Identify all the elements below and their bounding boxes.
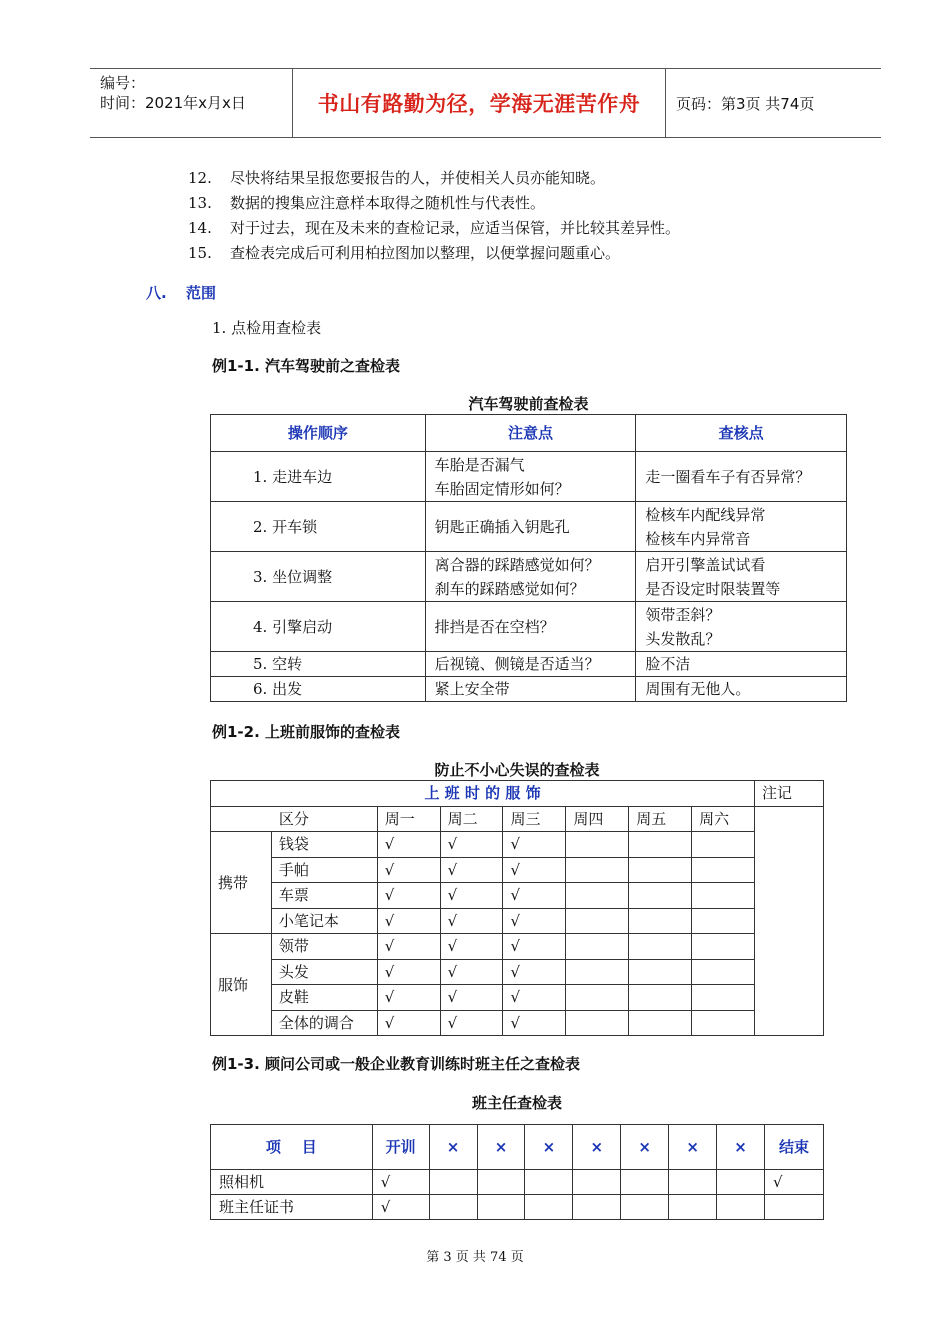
text-span: 头发散乱？ xyxy=(645,629,721,648)
table-cell xyxy=(573,1170,621,1195)
table-cell: 紧上安全带 xyxy=(425,677,636,702)
table-row xyxy=(211,832,824,858)
table-cell xyxy=(629,908,692,934)
text-span: 数据的搜集应注意样本取得之随机性与代表性。 xyxy=(230,194,546,212)
table-cell: 皮鞋 xyxy=(271,985,377,1011)
table-cell: 周围有无他人。 xyxy=(636,677,847,702)
table-row xyxy=(211,502,847,552)
table-cell xyxy=(566,883,629,909)
table-row xyxy=(211,934,824,960)
table-cell: 周二 xyxy=(440,806,503,832)
motto: 书山有路勤为径，学海无涯苦作舟 xyxy=(317,92,641,116)
table-cell xyxy=(629,1010,692,1036)
table-cell: √ xyxy=(377,934,440,960)
list-item xyxy=(188,243,680,268)
table-cell: 后视镜、侧镜是否适当？ xyxy=(425,652,636,677)
table-cell xyxy=(621,1170,669,1195)
header-page-cell xyxy=(666,69,881,137)
text-span: 14. xyxy=(188,219,212,237)
text-span: 排挡是否在空档？ xyxy=(434,617,555,636)
instructor-checklist-table xyxy=(210,1124,824,1220)
table-cell xyxy=(692,959,755,985)
table-cell xyxy=(669,1170,717,1195)
table-cell xyxy=(692,832,755,858)
text-span: 钥匙正确插入钥匙孔 xyxy=(434,517,570,536)
table-row xyxy=(211,1010,824,1036)
section-heading xyxy=(146,282,216,303)
table-cell: × xyxy=(573,1125,621,1170)
table-cell xyxy=(636,452,847,502)
table-cell xyxy=(429,1170,477,1195)
table-cell: √ xyxy=(440,985,503,1011)
table-row xyxy=(211,857,824,883)
table-row xyxy=(211,677,847,702)
table-cell: 项 目 xyxy=(211,1125,373,1170)
text-span: 领带歪斜？ xyxy=(645,605,721,624)
table-row xyxy=(211,883,824,909)
table-cell: 周三 xyxy=(503,806,566,832)
table-cell: √ xyxy=(377,908,440,934)
table-cell xyxy=(636,552,847,602)
table-cell xyxy=(621,1195,669,1220)
table-cell xyxy=(425,602,636,652)
header-cell: 查核点 xyxy=(636,415,847,452)
list-item xyxy=(188,168,680,193)
table-cell: × xyxy=(525,1125,573,1170)
example1-label: 例1-1. 汽车驾驶前之查检表 xyxy=(212,357,401,375)
table-row xyxy=(211,652,847,677)
group-label: 携带 xyxy=(211,832,272,934)
remark-column xyxy=(755,806,824,1036)
text-span: 是否设定时限装置等 xyxy=(645,579,781,598)
table-cell: √ xyxy=(377,857,440,883)
numbered-list xyxy=(188,168,680,268)
table-cell xyxy=(566,1010,629,1036)
remark-header: 注记 xyxy=(755,781,824,807)
text-span: 查检表完成后可利用柏拉图加以整理，以便掌握问题重心。 xyxy=(230,244,621,262)
list-item xyxy=(188,218,680,243)
table-cell xyxy=(566,985,629,1011)
sub-item: 1. 点检用查检表 xyxy=(212,319,322,337)
text-span: 检核车内配线异常 xyxy=(645,505,766,524)
table-cell: 全体的调合 xyxy=(271,1010,377,1036)
table-cell xyxy=(692,1010,755,1036)
table-cell xyxy=(566,908,629,934)
table-cell: √ xyxy=(440,857,503,883)
table-cell xyxy=(629,832,692,858)
list-item xyxy=(188,193,680,218)
table-cell xyxy=(566,934,629,960)
table-cell: √ xyxy=(440,1010,503,1036)
example3-title: 班主任查检表 xyxy=(471,1094,562,1112)
table-row xyxy=(211,1195,824,1220)
table-cell: √ xyxy=(440,934,503,960)
table-cell xyxy=(636,502,847,552)
table-cell xyxy=(525,1170,573,1195)
table-cell: 车票 xyxy=(271,883,377,909)
table-cell: 周一 xyxy=(377,806,440,832)
table-cell xyxy=(692,985,755,1011)
table-cell xyxy=(669,1195,717,1220)
table-cell xyxy=(429,1195,477,1220)
table-cell: √ xyxy=(764,1170,823,1195)
table-header-row xyxy=(211,1125,824,1170)
table-cell: 5. 空转 xyxy=(211,652,426,677)
text-span: 12. xyxy=(188,169,212,187)
table-cell: √ xyxy=(377,883,440,909)
table-cell: √ xyxy=(377,985,440,1011)
table-cell xyxy=(692,883,755,909)
table-cell: √ xyxy=(503,934,566,960)
page-footer: 第 3 页 共 74 页 xyxy=(426,1250,524,1265)
table-cell: 2. 开车锁 xyxy=(211,502,426,552)
table-row xyxy=(211,452,847,502)
table-cell: √ xyxy=(377,832,440,858)
table-cell xyxy=(477,1195,525,1220)
example2-title: 防止不小心失误的查检表 xyxy=(434,761,600,779)
table-row xyxy=(211,959,824,985)
text-span: 车胎固定情形如何？ xyxy=(434,479,570,498)
table-cell xyxy=(425,552,636,602)
table-cell: 领带 xyxy=(271,934,377,960)
table-cell xyxy=(477,1170,525,1195)
category-header: 区分 xyxy=(211,806,378,832)
table-cell xyxy=(692,857,755,883)
table-cell: 周六 xyxy=(692,806,755,832)
header-cell: 操作顺序 xyxy=(211,415,426,452)
document-header xyxy=(90,68,881,138)
table-cell: √ xyxy=(372,1195,429,1220)
table-cell: 周四 xyxy=(566,806,629,832)
text-span: 范围 xyxy=(186,284,217,302)
table-header-row xyxy=(211,806,824,832)
table-cell: 开训 xyxy=(372,1125,429,1170)
table-cell xyxy=(566,959,629,985)
table-cell xyxy=(425,452,636,502)
table-cell: √ xyxy=(440,959,503,985)
table-row xyxy=(211,552,847,602)
table-cell: 头发 xyxy=(271,959,377,985)
example1-title: 汽车驾驶前查检表 xyxy=(468,395,589,413)
table-cell xyxy=(692,908,755,934)
table-cell xyxy=(629,959,692,985)
text-span: 刹车的踩踏感觉如何？ xyxy=(434,579,585,598)
table-header-row xyxy=(211,415,847,452)
table-cell: 手帕 xyxy=(271,857,377,883)
header-motto-cell xyxy=(293,69,666,137)
example2-label: 例1-2. 上班前服饰的查检表 xyxy=(212,723,401,741)
table-cell: √ xyxy=(440,832,503,858)
banner-cell: 上 班 时 的 服 饰 xyxy=(211,781,755,807)
table-row xyxy=(211,985,824,1011)
table-cell: 结束 xyxy=(764,1125,823,1170)
table-cell xyxy=(425,502,636,552)
example3-label: 例1-3. 顾问公司或一般企业教育训练时班主任之查检表 xyxy=(212,1055,581,1073)
table-cell xyxy=(764,1195,823,1220)
table-cell: √ xyxy=(503,959,566,985)
table-cell: × xyxy=(669,1125,717,1170)
table-cell: 照相机 xyxy=(211,1170,373,1195)
text-span: 尽快将结果呈报您要报告的人，并使相关人员亦能知晓。 xyxy=(230,169,606,187)
table-cell: √ xyxy=(503,857,566,883)
attire-checklist-table xyxy=(210,780,824,1036)
table-cell xyxy=(525,1195,573,1220)
table-cell: √ xyxy=(440,883,503,909)
table-cell: 4. 引擎启动 xyxy=(211,602,426,652)
table-cell xyxy=(717,1170,765,1195)
table-cell xyxy=(566,857,629,883)
table-cell: × xyxy=(477,1125,525,1170)
table-cell: × xyxy=(717,1125,765,1170)
table-cell: √ xyxy=(372,1170,429,1195)
table-cell: √ xyxy=(503,908,566,934)
table-cell: 班主任证书 xyxy=(211,1195,373,1220)
table-cell: 脸不洁 xyxy=(636,652,847,677)
table-cell: 3. 坐位调整 xyxy=(211,552,426,602)
table-cell: 小笔记本 xyxy=(271,908,377,934)
table-cell: √ xyxy=(503,832,566,858)
table-cell xyxy=(629,857,692,883)
table-cell: √ xyxy=(440,908,503,934)
page-code: 页码：第3页 共74页 xyxy=(676,94,815,113)
text-span: 对于过去，现在及未来的查检记录，应适当保管，并比较其差异性。 xyxy=(230,219,681,237)
table-cell xyxy=(629,985,692,1011)
text-span: 车胎是否漏气 xyxy=(434,455,525,474)
table-cell: √ xyxy=(503,1010,566,1036)
table-cell xyxy=(636,602,847,652)
table-cell: √ xyxy=(503,883,566,909)
table-row xyxy=(211,908,824,934)
text-span: 15. xyxy=(188,244,212,262)
banner-row xyxy=(211,781,824,807)
table-cell xyxy=(566,832,629,858)
table-row xyxy=(211,602,847,652)
table-cell xyxy=(629,883,692,909)
text-span: 启开引擎盖试试看 xyxy=(645,555,766,574)
car-checklist-table xyxy=(210,414,847,702)
table-cell: × xyxy=(429,1125,477,1170)
table-cell xyxy=(692,934,755,960)
table-cell: 1. 走进车边 xyxy=(211,452,426,502)
table-cell: 钱袋 xyxy=(271,832,377,858)
header-meta xyxy=(90,69,293,137)
table-cell xyxy=(573,1195,621,1220)
text-span: 八. xyxy=(146,284,167,302)
table-cell: √ xyxy=(503,985,566,1011)
table-cell: × xyxy=(621,1125,669,1170)
table-cell: √ xyxy=(377,959,440,985)
header-cell: 注意点 xyxy=(425,415,636,452)
text-span: 离合器的踩踏感觉如何？ xyxy=(434,555,600,574)
table-cell xyxy=(717,1195,765,1220)
table-cell: √ xyxy=(377,1010,440,1036)
table-row xyxy=(211,1170,824,1195)
number-label: 编号： xyxy=(100,74,146,92)
table-cell: 6. 出发 xyxy=(211,677,426,702)
text-span: 走一圈看车子有否异常？ xyxy=(645,467,811,486)
text-span: 13. xyxy=(188,194,212,212)
text-span: 检核车内异常音 xyxy=(645,529,751,548)
table-cell: 周五 xyxy=(629,806,692,832)
group-label: 服饰 xyxy=(211,934,272,1036)
table-cell xyxy=(629,934,692,960)
time-label: 时间：2021年x月x日 xyxy=(100,94,246,112)
